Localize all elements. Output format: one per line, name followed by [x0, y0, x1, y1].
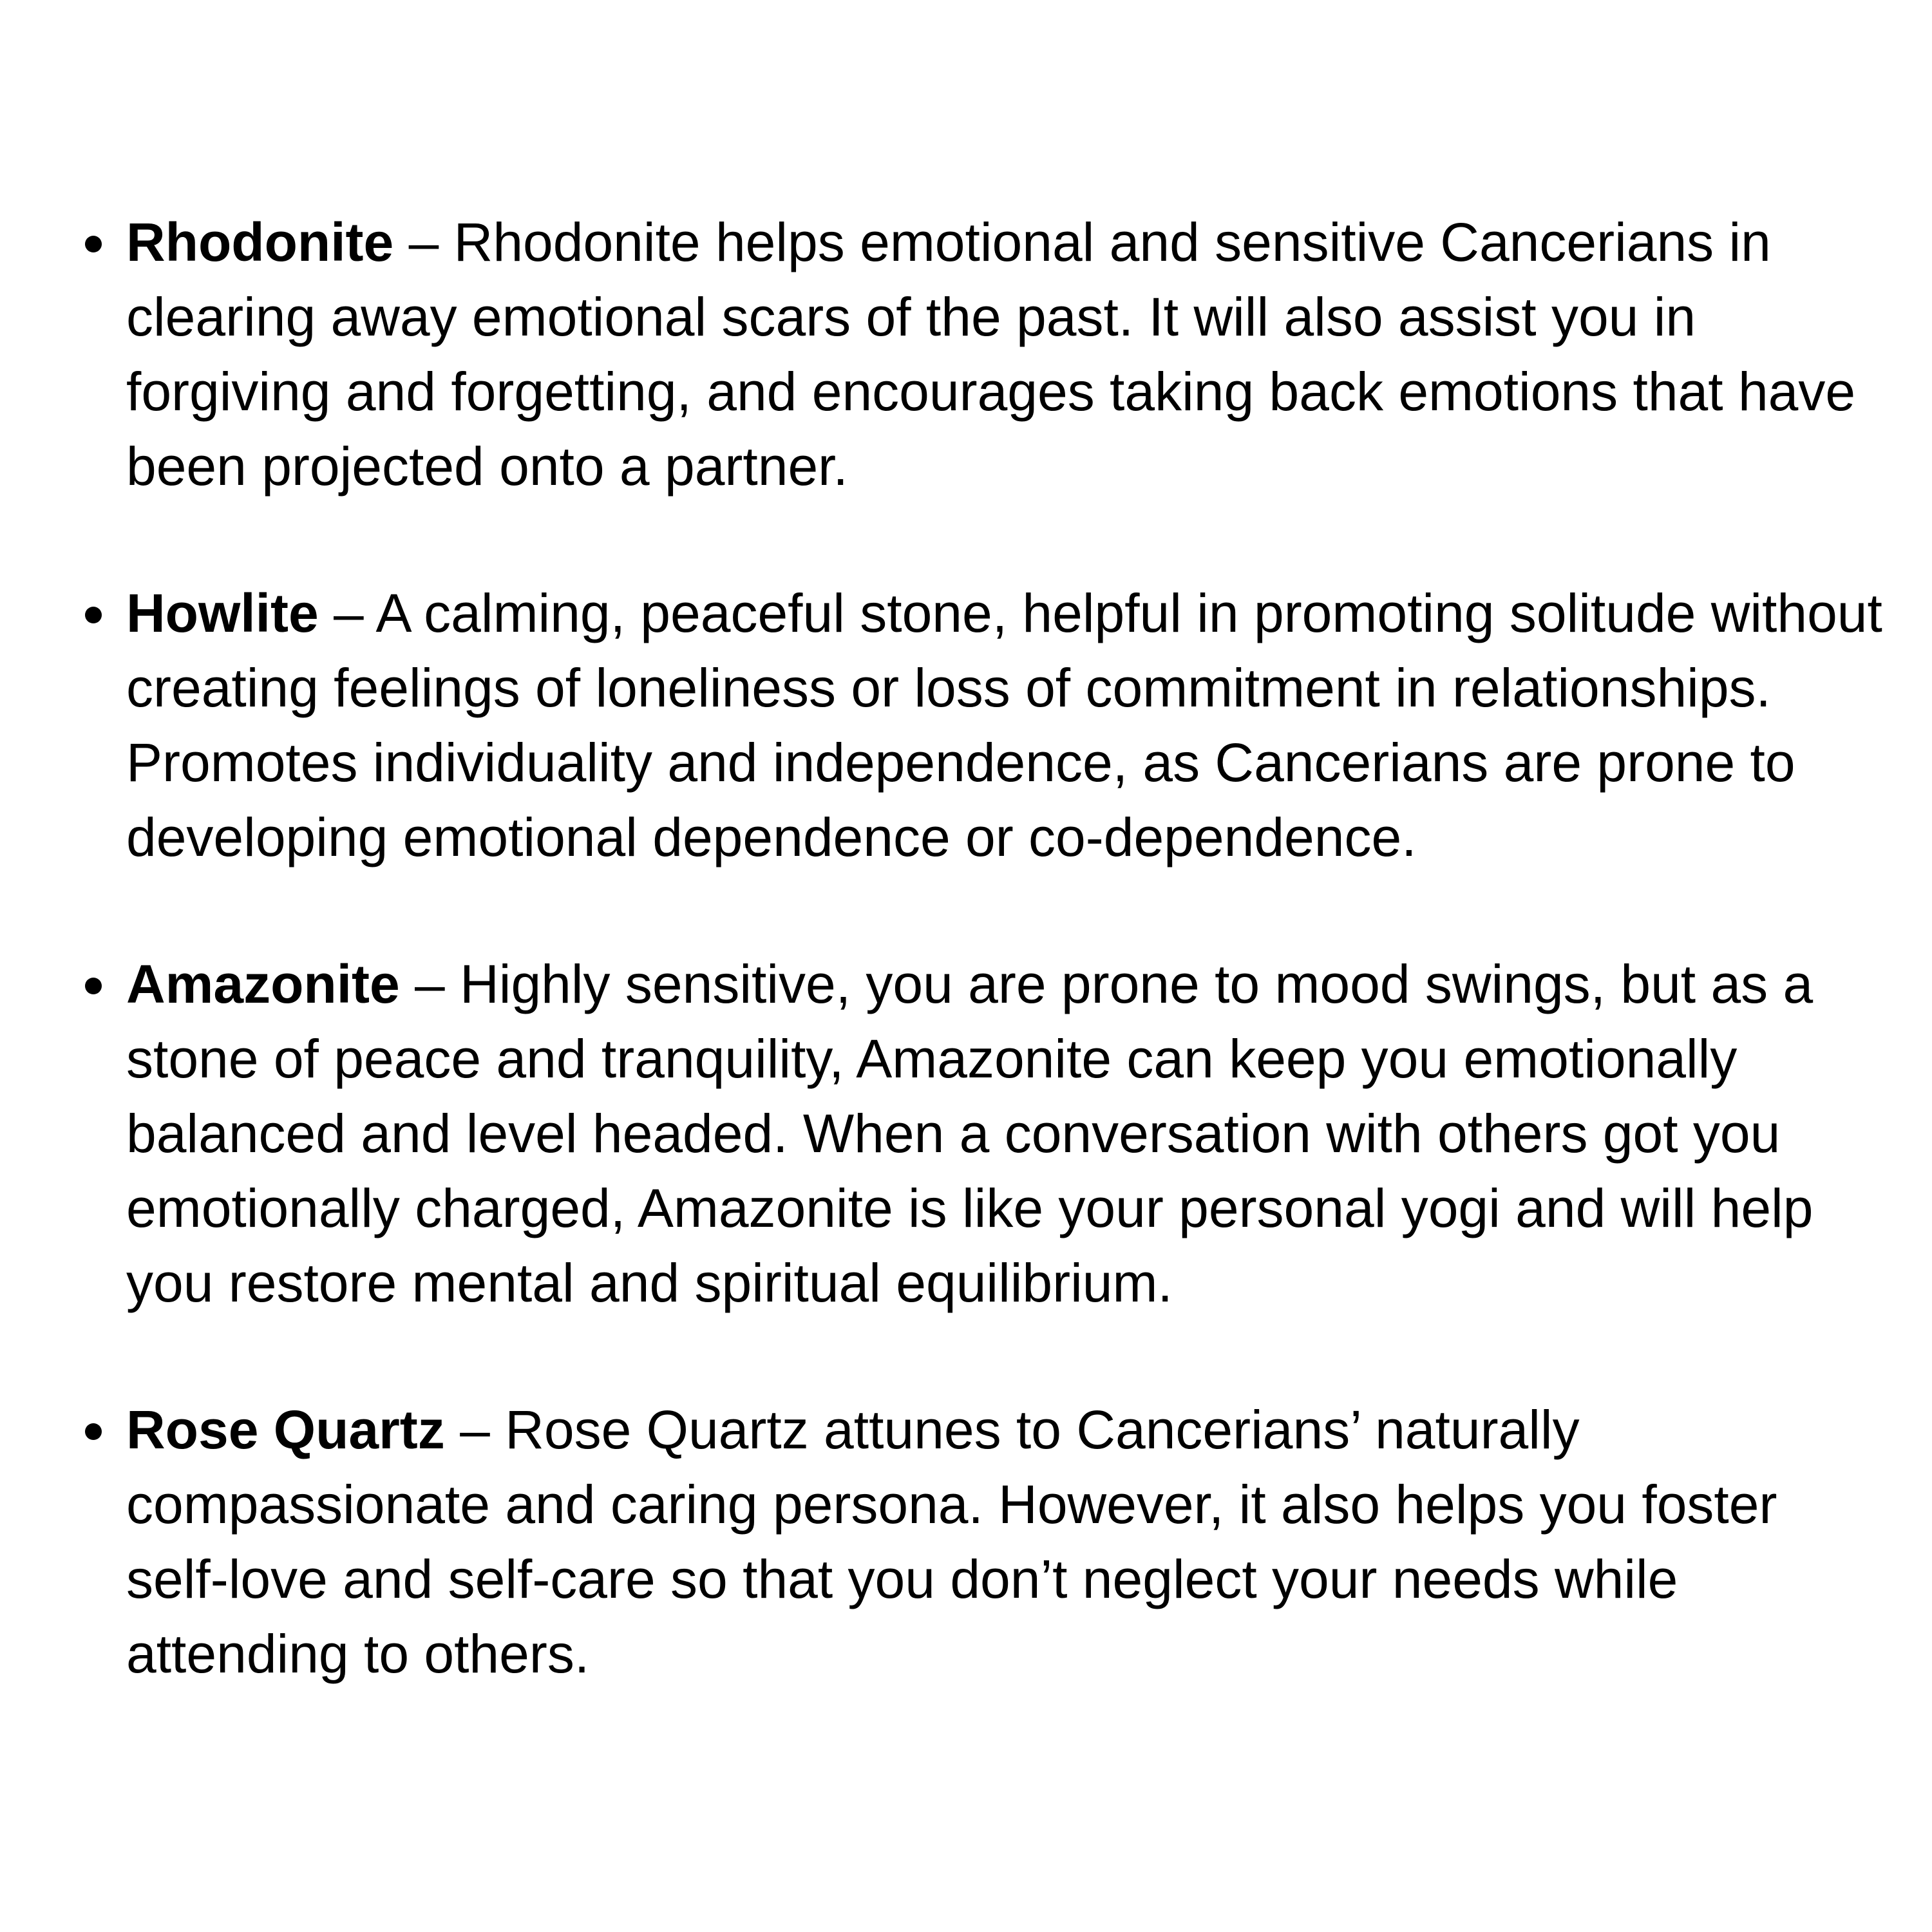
list-item-howlite	[126, 576, 1891, 875]
stone-name: Rose Quartz	[126, 1399, 445, 1460]
bullet-icon	[85, 236, 102, 252]
stone-description: Highly sensitive, you are prone to mood swings, but as a stone of peace and tranquility, Amazonite can keep you emotionally balanced and level headed. When a conversation with others got you emotionally charged, Amazonite is like your personal yogi and will help you restore mental and spiritual equilibrium.	[126, 954, 1814, 1313]
separator: –	[393, 212, 454, 272]
separator: –	[318, 583, 376, 643]
list-item-amazonite	[126, 947, 1891, 1320]
bullet-icon	[85, 607, 102, 623]
stone-description: A calming, peaceful stone, helpful in promoting solitude without creating feelings of loneliness or loss of commitment in relationships. Promotes individuality and independence, as Cancerians are prone to developing emotional dependence or co-dependence.	[126, 583, 1882, 867]
separator: –	[399, 954, 460, 1014]
bullet-icon	[85, 1423, 102, 1440]
stone-description: Rhodonite helps emotional and sensitive Cancerians in clearing away emotional scars of the past. It will also assist you in forgiving and forgetting, and encourages taking back emotions that have been projected onto a partner.	[126, 212, 1856, 497]
list-item-rose-quartz	[126, 1392, 1891, 1691]
bullet-icon	[85, 978, 102, 994]
list-item-rhodonite	[126, 205, 1891, 504]
stone-name: Rhodonite	[126, 212, 394, 272]
crystal-list	[126, 205, 1891, 1691]
stone-name: Amazonite	[126, 954, 400, 1014]
stone-description: Rose Quartz attunes to Cancerians’ naturally compassionate and caring persona. However, it also helps you foster self-love and self-care so that you don’t neglect your needs while attending to others.	[126, 1399, 1777, 1684]
stone-name: Howlite	[126, 583, 319, 643]
separator: –	[444, 1399, 506, 1460]
